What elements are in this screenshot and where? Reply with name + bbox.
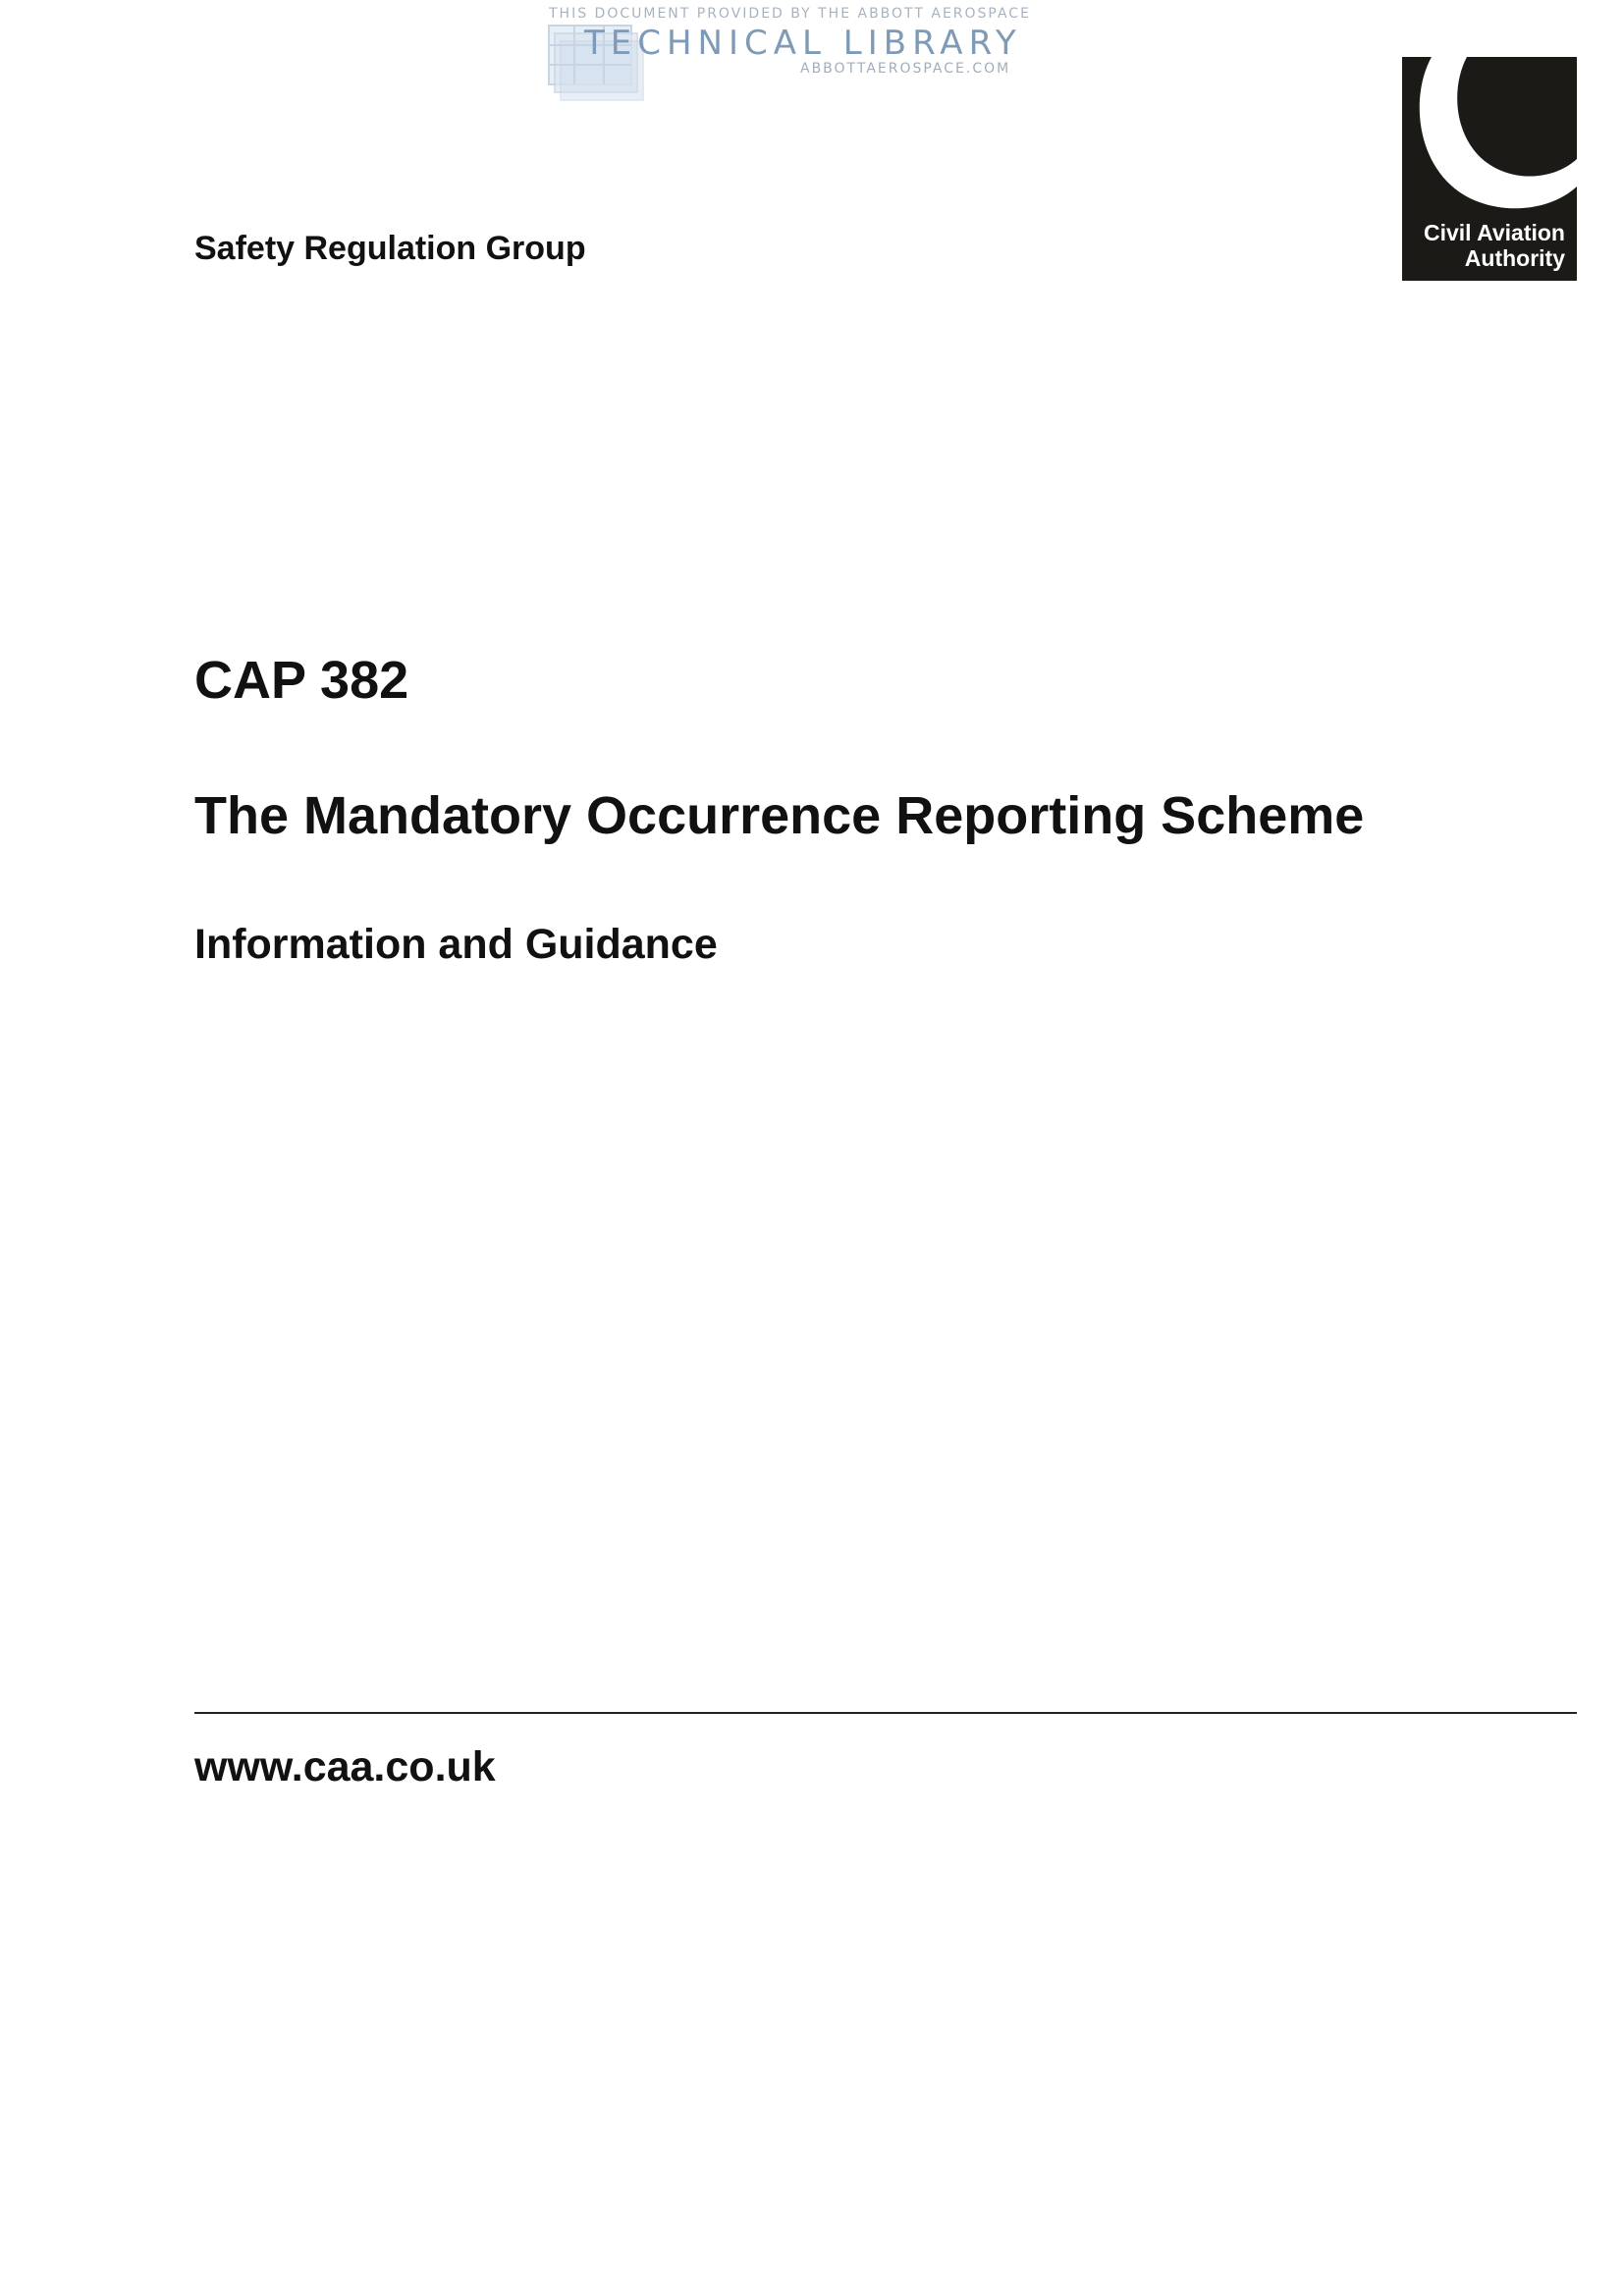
caa-logo-line1: Civil Aviation — [1424, 220, 1565, 245]
caa-logo-text — [1424, 220, 1565, 271]
caa-logo-line2: Authority — [1464, 245, 1565, 271]
document-subtitle: Information and Guidance — [194, 921, 718, 968]
document-code: CAP 382 — [194, 651, 409, 710]
watermark-url: ABBOTTAEROSPACE.COM — [800, 61, 1011, 77]
footer-divider — [194, 1712, 1577, 1714]
document-title: The Mandatory Occurrence Reporting Scheme — [194, 786, 1365, 845]
watermark — [545, 4, 1055, 122]
watermark-title: TECHNICAL LIBRARY — [584, 24, 1022, 63]
group-label: Safety Regulation Group — [194, 230, 586, 267]
website-link[interactable]: www.caa.co.uk — [194, 1743, 496, 1790]
caa-logo — [1402, 57, 1577, 281]
watermark-provider: THIS DOCUMENT PROVIDED BY THE ABBOTT AEROSPACE — [549, 6, 1031, 22]
